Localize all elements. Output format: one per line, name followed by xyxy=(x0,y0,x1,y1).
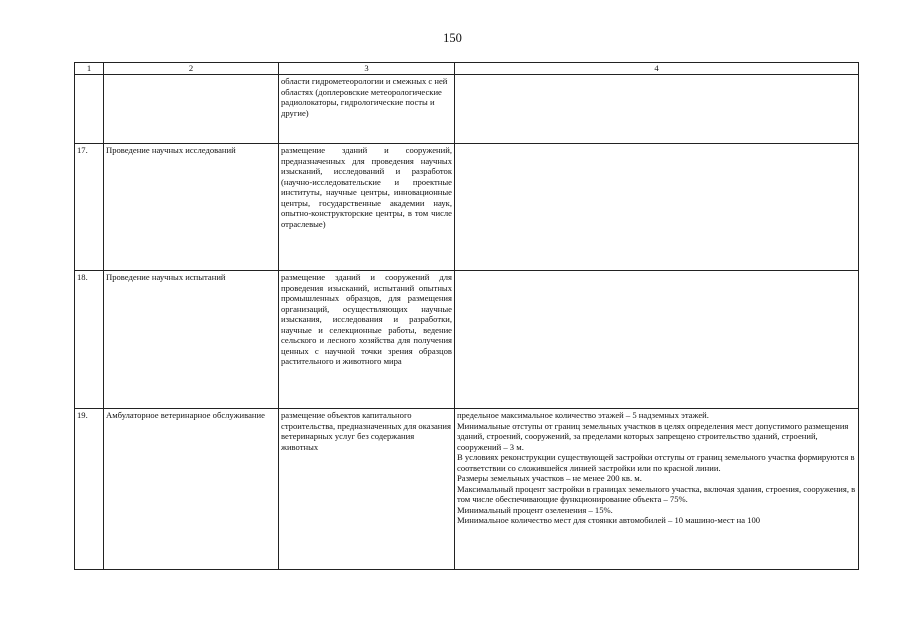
parameter-line: Минимальный процент озеленения – 15%. xyxy=(457,504,613,515)
use-type-name: Амбулаторное ветеринарное обслуживание xyxy=(104,409,279,570)
parameters-cell xyxy=(455,409,859,570)
header-col-1: 1 xyxy=(75,63,104,75)
use-type-name: Проведение научных испытаний xyxy=(104,271,279,409)
row-number: 17. xyxy=(75,144,104,271)
parameter-line: Максимальный процент застройки в границах земельного участка, включая здания, строения, сооружения, в том числе обеспечивающие функционирование объекта – 75%. xyxy=(457,483,856,504)
header-col-3: 3 xyxy=(279,63,455,75)
parameter-line: Размеры земельных участков – не менее 200 кв. м. xyxy=(457,473,642,483)
page-number: 150 xyxy=(443,31,462,45)
use-type-description: области гидрометеорологии и смежных с ней областях (доплеровские метеорологические радиолокаторы, гидрологические посты и другие) xyxy=(279,75,455,144)
parameters-cell xyxy=(455,144,859,271)
parameter-line: Минимальные отступы от границ земельных участков в целях определения мест допустимого размещения зданий, строений, сооружений, за пределами которых запрещено строительство зданий, строений, сооружений – 3 м. xyxy=(457,420,849,452)
table-row xyxy=(75,75,859,144)
parameters-cell xyxy=(455,271,859,409)
parameter-line: Минимальное количество мест для стоянки автомобилей – 10 машино-мест на 100 xyxy=(457,515,761,525)
table-row xyxy=(75,144,859,271)
table-header-row xyxy=(75,63,859,75)
header-col-4: 4 xyxy=(455,63,859,75)
parameters-cell xyxy=(455,75,859,144)
use-type-name: Проведение научных исследований xyxy=(104,144,279,271)
land-use-table xyxy=(74,62,859,570)
use-type-description: размещение зданий и сооружений, предназначенных для проведения научных изысканий, исследований и разработок (научно-исследовательские и проектные институты, научные центры, инновационные центры, государственные академии наук, опытно-конструкторские центры, в том числе отраслевые) xyxy=(279,144,455,271)
use-type-name xyxy=(104,75,279,144)
use-type-description: размещение объектов капитального строительства, предназначенных для оказания ветеринарных услуг без содержания животных xyxy=(279,409,455,570)
row-number: 18. xyxy=(75,271,104,409)
header-col-2: 2 xyxy=(104,63,279,75)
row-number: 19. xyxy=(75,409,104,570)
use-type-description: размещение зданий и сооружений для проведения изысканий, испытаний опытных промышленных образцов, для размещения организаций, осуществляющих научные изыскания, исследования и разработки, научные и селекционные работы, ведение сельского и лесного хозяйства для получения ценных с научной точки зрения образцов растительного и животного мира xyxy=(279,271,455,409)
table-row xyxy=(75,271,859,409)
row-number xyxy=(75,75,104,144)
parameter-line: предельное максимальное количество этажей – 5 надземных этажей. xyxy=(457,410,709,420)
parameter-line: В условиях реконструкции существующей застройки отступы от границ земельного участка формируются в соответствии со сложившейся линией застройки или по красной линии. xyxy=(457,452,855,473)
table-row xyxy=(75,409,859,570)
